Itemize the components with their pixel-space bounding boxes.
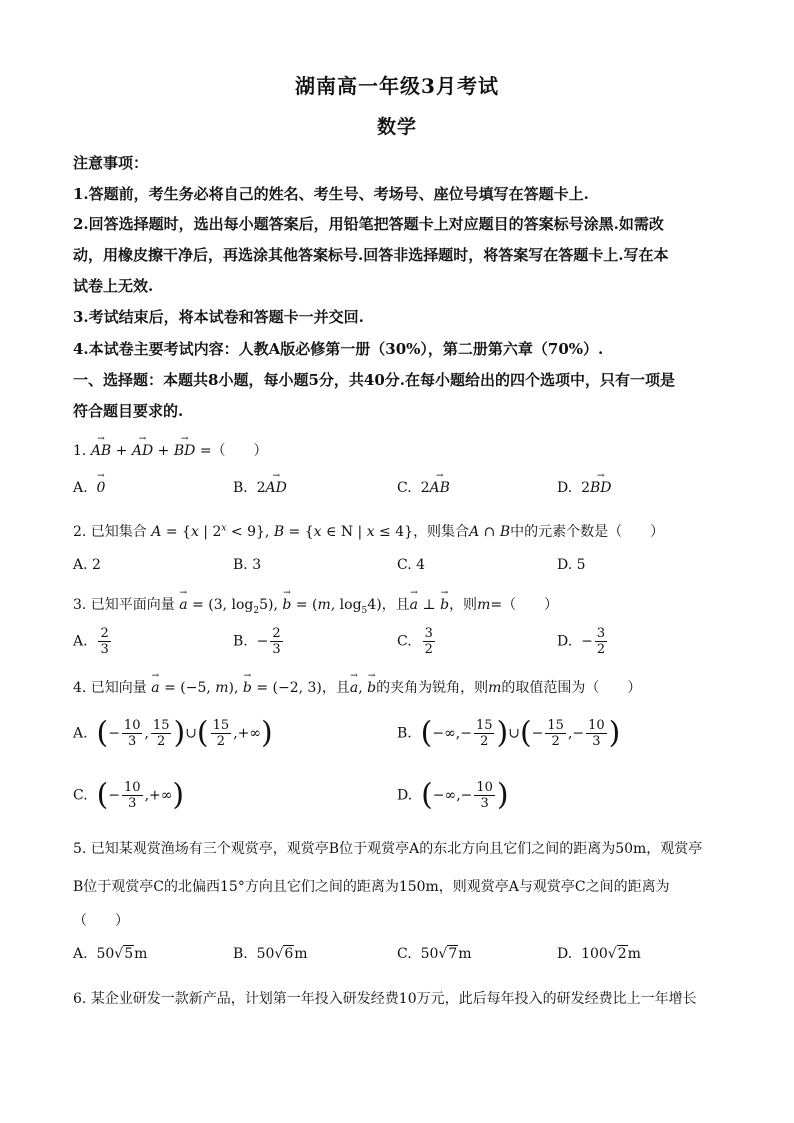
q2-option-c: C. 4	[397, 557, 426, 573]
q1-option-a: A. → 0	[73, 480, 105, 496]
question-5-line-1: 5. 已知某观赏渔场有三个观赏亭，观赏亭B位于观赏亭A的东北方向且它们之间的距离为50m，观赏亭	[73, 841, 703, 857]
question-5-line-2: B位于观赏亭C的北偏西15°方向且它们之间的距离为150m，则观赏亭A与观赏亭C之间的距离为	[73, 879, 670, 895]
q5-option-a: A. 50√5m	[73, 946, 148, 962]
note-item: 1.答题前，考生务必将自己的姓名、考生号、考场号、座位号填写在答题卡上.	[73, 185, 589, 203]
q1-option-d: D. 2→ BD	[557, 480, 612, 496]
q4-option-b: B. (−∞,− $\frac{15}{2}$ )∪(− $\frac{15}{2}$ ,− $\frac{10}{3}$ )	[397, 715, 621, 751]
note-item: 试卷上无效.	[73, 277, 154, 295]
note-item: 4.本试卷主要考试内容：人教A版必修第一册（30%），第二册第六章（70%）.	[73, 340, 604, 358]
question-3: 3. 已知平面向量 → a = (3, $\log_25$), → b = (m, $\log_54$)，且→ a ⊥ → b，则m=（ ）	[73, 594, 723, 616]
question-4: 4. 已知向量 → a = (−5, m), → b = (−2, 3)，且→ a, → b的夹角为锐角，则m的取值范围为（ ）	[73, 677, 723, 697]
section-heading: 一、选择题：本题共8小题，每小题5分，共40分.在每小题给出的四个选项中，只有一项是	[73, 371, 675, 389]
notes-heading: 注意事项：	[73, 154, 149, 172]
q3-option-d: D. − $\frac{3}{2}$	[557, 626, 606, 657]
q5-option-c: C. 50√7m	[397, 946, 472, 962]
q2-option-a: A. 2	[73, 557, 101, 573]
q1-option-c: C. 2→ AB	[397, 480, 450, 496]
q5-option-b: B. 50√6m	[233, 946, 308, 962]
q1-option-b: B. 2→ AD	[233, 480, 287, 496]
question-2: 2. 已知集合 A = {x | $2^x < 9$}, B = {x ∈ N | x ≤ 4}，则集合A ∩ B中的元素个数是（ ）	[73, 523, 665, 540]
q3-option-c: C. $\frac{3}{2}$	[397, 626, 433, 657]
q5-option-d: D. 100√2m	[557, 946, 641, 962]
note-item: 动，用橡皮擦干净后，再选涂其他答案标号.回答非选择题时，将答案写在答题卡上.写在本	[73, 246, 669, 264]
question-5-line-3: （ ）	[73, 913, 129, 929]
q3-option-a: A. $\frac{2}{3}$	[73, 626, 109, 657]
q4-option-c: C. (− $\frac{10}{3}$ ,+∞)	[73, 777, 185, 813]
q2-option-d: D. 5	[557, 557, 586, 573]
q2-option-b: B. 3	[233, 557, 262, 573]
q4-option-d: D. (−∞,− $\frac{10}{3}$ )	[397, 777, 509, 813]
q3-option-b: B. − $\frac{2}{3}$	[233, 626, 281, 657]
note-item: 2.回答选择题时，选出每小题答案后，用铅笔把答题卡上对应题目的答案标号涂黑.如需改	[73, 215, 664, 233]
question-6-line-1: 6. 某企业研发一款新产品，计划第一年投入研发经费10万元，此后每年投入的研发经费比上一年增长	[73, 991, 697, 1007]
q4-option-a: A. (− $\frac{10}{3}$ , $\frac{15}{2}$ )∪( $\frac{15}{2}$ ,+∞)	[73, 715, 273, 751]
question-1: 1. → AB + → AD + → BD =（ ）	[73, 440, 723, 460]
section-heading-cont: 符合题目要求的.	[73, 402, 184, 420]
exam-title: 湖南高一年级3月考试	[295, 74, 499, 98]
subject-title: 数学	[376, 116, 417, 138]
note-item: 3.考试结束后，将本试卷和答题卡一并交回.	[73, 308, 364, 326]
